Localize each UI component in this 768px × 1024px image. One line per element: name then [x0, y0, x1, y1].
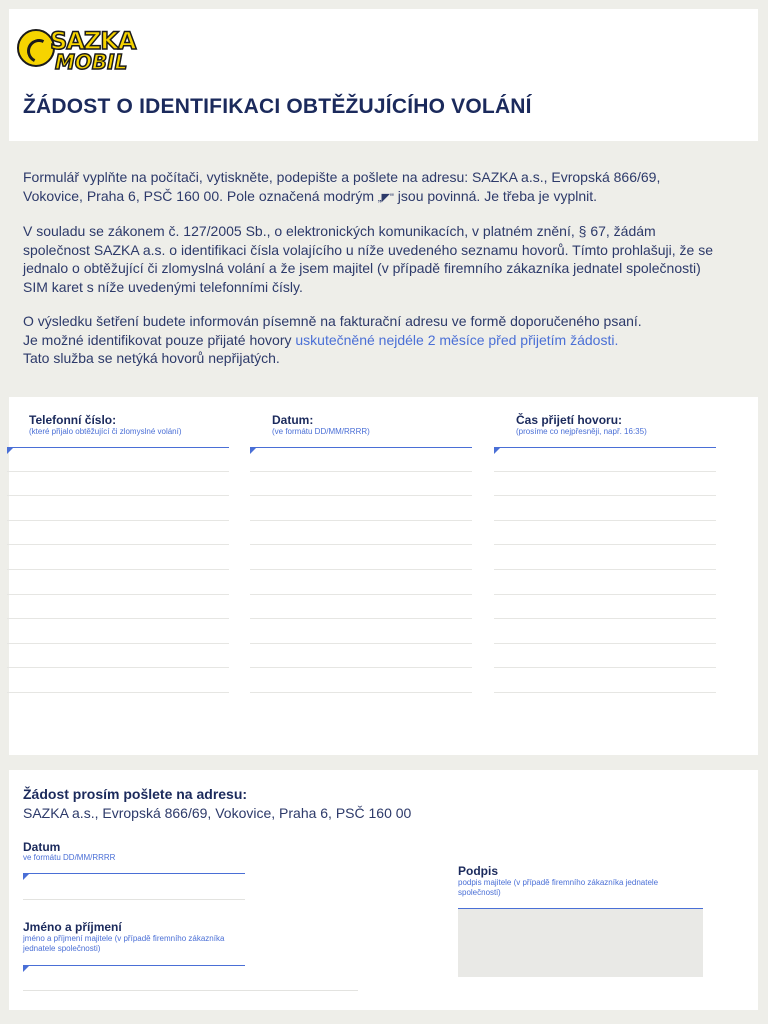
intro-text-end: jsou povinná. Je třeba je vyplnit.	[397, 187, 598, 204]
column-hint: (které přijalo obtěžující či zlomyslné volání)	[29, 427, 182, 436]
phone-input-row[interactable]	[7, 644, 229, 669]
signature-hint: podpis majitele (v případě firemního zákazníka jednatele společnosti)	[458, 878, 659, 897]
time-input-row[interactable]	[494, 570, 716, 595]
intro-text-limit	[23, 331, 723, 350]
date-label: Datum	[23, 840, 61, 854]
send-address-title: Žádost prosím pošlete na adresu:	[23, 786, 248, 802]
column-title: Čas přijetí hovoru:	[516, 413, 623, 427]
column-date	[250, 413, 472, 437]
date-input-lines	[250, 447, 472, 693]
column-call-time	[494, 413, 716, 437]
column-phone-number	[7, 413, 229, 437]
phone-input-lines	[7, 447, 229, 693]
time-input-row[interactable]	[494, 521, 716, 546]
phone-input-row[interactable]	[7, 619, 229, 644]
signature-label: Podpis	[458, 864, 499, 878]
phone-input-row[interactable]	[7, 668, 229, 693]
intro-text-limit-start: Je možné identifikovat pouze přijaté hovory	[23, 331, 292, 348]
time-input-row[interactable]	[494, 496, 716, 521]
column-title: Telefonní číslo:	[29, 413, 117, 427]
date-input-row[interactable]	[250, 644, 472, 669]
intro-paragraph-3	[23, 312, 723, 368]
send-address: SAZKA a.s., Evropská 866/69, Vokovice, Praha 6, PSČ 160 00	[23, 805, 412, 821]
date-input-row[interactable]	[250, 545, 472, 570]
date-input-row[interactable]	[250, 521, 472, 546]
phone-input-row[interactable]	[7, 472, 229, 497]
name-label: Jméno a příjmení	[23, 920, 122, 934]
time-input-row[interactable]	[494, 447, 716, 472]
required-marker-example: „◤"	[377, 191, 394, 204]
intro-paragraph-1	[23, 168, 723, 207]
time-input-lines	[494, 447, 716, 693]
date-input-row[interactable]	[250, 447, 472, 472]
time-input-row[interactable]	[494, 668, 716, 693]
intro-text: Formulář vyplňte na počítači, vytiskněte, podepište a pošlete na adresu: SAZKA a.s., Evropská 866/69, Vokovice, Praha 6, PSČ 160 00. Pole označená modrým	[23, 169, 661, 204]
column-hint: (ve formátu DD/MM/RRRR)	[272, 427, 370, 436]
column-hint: (prosíme co nejpřesněji, např. 16:35)	[516, 427, 647, 436]
time-input-row[interactable]	[494, 472, 716, 497]
date-field[interactable]	[23, 873, 245, 874]
time-input-row[interactable]	[494, 545, 716, 570]
logo-text-sazka: SAZKA	[50, 27, 136, 55]
date-input-row[interactable]	[250, 496, 472, 521]
phone-input-row[interactable]	[7, 521, 229, 546]
date-input-row[interactable]	[250, 570, 472, 595]
intro-text-note: Tato služba se netýká hovorů nepřijatých.	[23, 350, 280, 366]
signature-box[interactable]	[458, 909, 703, 977]
phone-input-row[interactable]	[7, 595, 229, 620]
intro-text-highlight: uskutečněné nejdéle 2 měsíce před přijetím žádosti.	[295, 331, 619, 348]
date-hint: ve formátu DD/MM/RRRR	[23, 853, 116, 862]
name-field[interactable]	[23, 965, 245, 966]
phone-input-row[interactable]	[7, 496, 229, 521]
date-input-row[interactable]	[250, 595, 472, 620]
logo-text-mobil: MOBIL	[55, 50, 128, 74]
intro-text-result: O výsledku šetření budete informován písemně na fakturační adresu ve formě doporučeného psaní.	[23, 313, 642, 329]
page-title: ŽÁDOST O IDENTIFIKACI OBTĚŽUJÍCÍHO VOLÁNÍ	[23, 95, 532, 118]
date-input-row[interactable]	[250, 619, 472, 644]
phone-input-row[interactable]	[7, 545, 229, 570]
date-input-row[interactable]	[250, 668, 472, 693]
time-input-row[interactable]	[494, 619, 716, 644]
sazka-mobil-logo	[17, 25, 147, 83]
phone-input-row[interactable]	[7, 447, 229, 472]
column-title: Datum:	[272, 413, 314, 427]
time-input-row[interactable]	[494, 595, 716, 620]
name-hint: jméno a příjmení majitele (v případě firemního zákazníka jednatele společnosti)	[23, 934, 225, 953]
divider	[23, 899, 245, 900]
phone-input-row[interactable]	[7, 570, 229, 595]
divider	[23, 990, 358, 991]
date-input-row[interactable]	[250, 472, 472, 497]
time-input-row[interactable]	[494, 644, 716, 669]
intro-paragraph-2: V souladu se zákonem č. 127/2005 Sb., o elektronických komunikacích, v platném znění, § 67, žádám společnost SAZKA a.s. o identifikaci čísla volajícího u níže uvedeného seznamu hovorů. Tímto prohlašuji, že se jednalo o obtěžující či zlomyslná volání a že jsem majitel (v případě firemního zákazníka jednatel společnosti) SIM karet s níže uvedenými telefonními čísly.	[23, 223, 714, 295]
